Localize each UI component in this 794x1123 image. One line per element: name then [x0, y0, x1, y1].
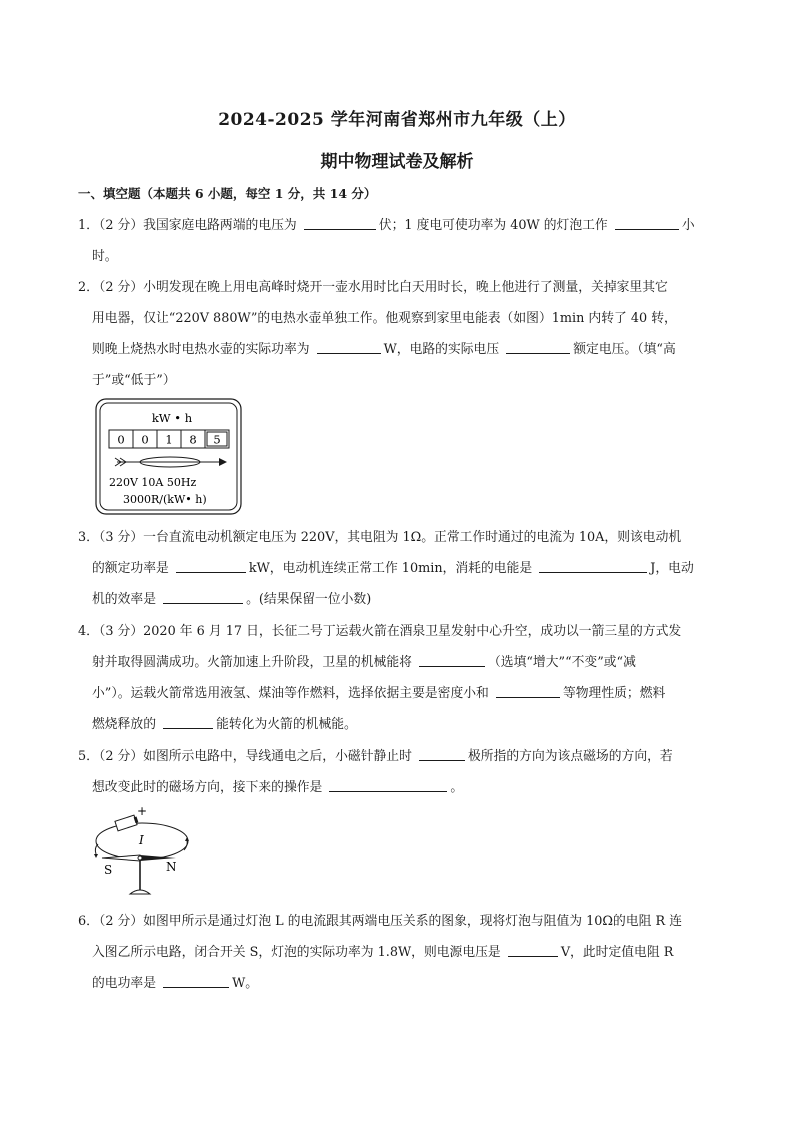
meter-spec-revolutions: 3000R/(kW• h)	[123, 493, 207, 506]
question-1: 1．（2 分）我国家庭电路两端的电压为 伏；1 度电可使功率为 40W 的灯泡工作 小 时。	[78, 218, 695, 264]
meter-digit: 5	[213, 432, 221, 447]
question-6: 6．（2 分）如图甲所示是通过灯泡 L 的电流跟其两端电压关系的图象，现将灯泡与阻值为 10Ω的电阻 R 连 入图乙所示电路，闭合开关 S，灯泡的实际功率为 1.8W，则电源电压是 V，此时定值电阻 R 的电功率是 W。	[78, 914, 682, 991]
meter-unit-label: kW • h	[151, 411, 193, 425]
answer-blank[interactable]	[506, 341, 570, 354]
answer-blank[interactable]	[176, 560, 246, 573]
answer-blank[interactable]	[615, 217, 679, 230]
section-heading: 一、填空题（本题共 6 小题，每空 1 分，共 14 分）	[78, 186, 377, 201]
answer-blank[interactable]	[163, 716, 213, 729]
answer-blank[interactable]	[163, 975, 229, 988]
south-pole-label: S	[104, 863, 113, 877]
north-pole-label: N	[166, 860, 177, 874]
answer-blank[interactable]	[163, 591, 243, 604]
electric-meter-figure	[95, 398, 243, 516]
question-number: 2．（2 分）	[78, 280, 144, 295]
positive-terminal-label: +	[137, 804, 148, 818]
question-number: 6．（2 分）	[78, 914, 144, 929]
compass-wire-figure	[88, 800, 198, 900]
compass-pivot	[138, 856, 142, 860]
question-number: 4．（3 分）	[78, 624, 144, 639]
question-2: 2．（2 分）小明发现在晚上用电高峰时烧开一壶水用时比白天用时长，晚上他进行了测量，关掉家里其它 用电器，仅让“220V 880W”的电热水壶单独工作。他观察到家里电能表（如图）1min 内转了 40 转， 则晚上烧热水时电热水壶的实际功率为 W，电路的实际电压 额定电压。（填“高 于”或“低于”）	[78, 280, 677, 388]
exam-title: 2024-2025 学年河南省郑州市九年级（上）	[218, 110, 576, 130]
answer-blank[interactable]	[419, 748, 465, 761]
exam-subtitle: 期中物理试卷及解析	[320, 152, 474, 172]
meter-digit-window	[109, 430, 229, 448]
meter-digit: 1	[165, 432, 173, 447]
question-5: 5．（2 分）如图所示电路中，导线通电之后，小磁针静止时 极所指的方向为该点磁场的方向，若 想改变此时的磁场方向，接下来的操作是 。	[78, 749, 673, 795]
meter-rotation-arrow	[115, 457, 227, 467]
battery-icon	[115, 815, 139, 831]
question-3: 3．（3 分）一台直流电动机额定电压为 220V，其电阻为 1Ω。正常工作时通过的电流为 10A，则该电动机 的额定功率是 kW，电动机连续正常工作 10min，消耗的电能是 J，电动 机的效率是 。(结果保留一位小数)	[78, 530, 694, 607]
question-4: 4．（3 分）2020 年 6 月 17 日，长征二号丁运载火箭在酒泉卫星发射中心升空，成功以一箭三星的方式发 射并取得圆满成功。火箭加速上升阶段，卫星的机械能将 （选填“增大”“不变”或“减 小”）。运载火箭常选用液氢、煤油等作燃料，选择依据主要是密度小和 等物理性质；燃料 燃烧释放的 能转化为火箭的机械能。	[78, 624, 682, 732]
answer-blank[interactable]	[304, 217, 376, 230]
answer-blank[interactable]	[317, 341, 381, 354]
meter-digit: 8	[189, 432, 197, 447]
answer-blank[interactable]	[419, 654, 485, 667]
answer-blank[interactable]	[496, 685, 560, 698]
question-number: 1．（2 分）	[78, 218, 144, 233]
answer-blank[interactable]	[329, 779, 447, 792]
question-number: 3．（3 分）	[78, 530, 144, 545]
answer-blank[interactable]	[508, 944, 558, 957]
meter-digit: 0	[117, 432, 125, 447]
question-number: 5．（2 分）	[78, 749, 144, 764]
meter-digit: 0	[141, 432, 149, 447]
answer-blank[interactable]	[539, 560, 647, 573]
meter-spec-rating: 220V 10A 50Hz	[109, 476, 197, 489]
current-label: I	[139, 833, 144, 847]
compass-base	[130, 890, 150, 894]
